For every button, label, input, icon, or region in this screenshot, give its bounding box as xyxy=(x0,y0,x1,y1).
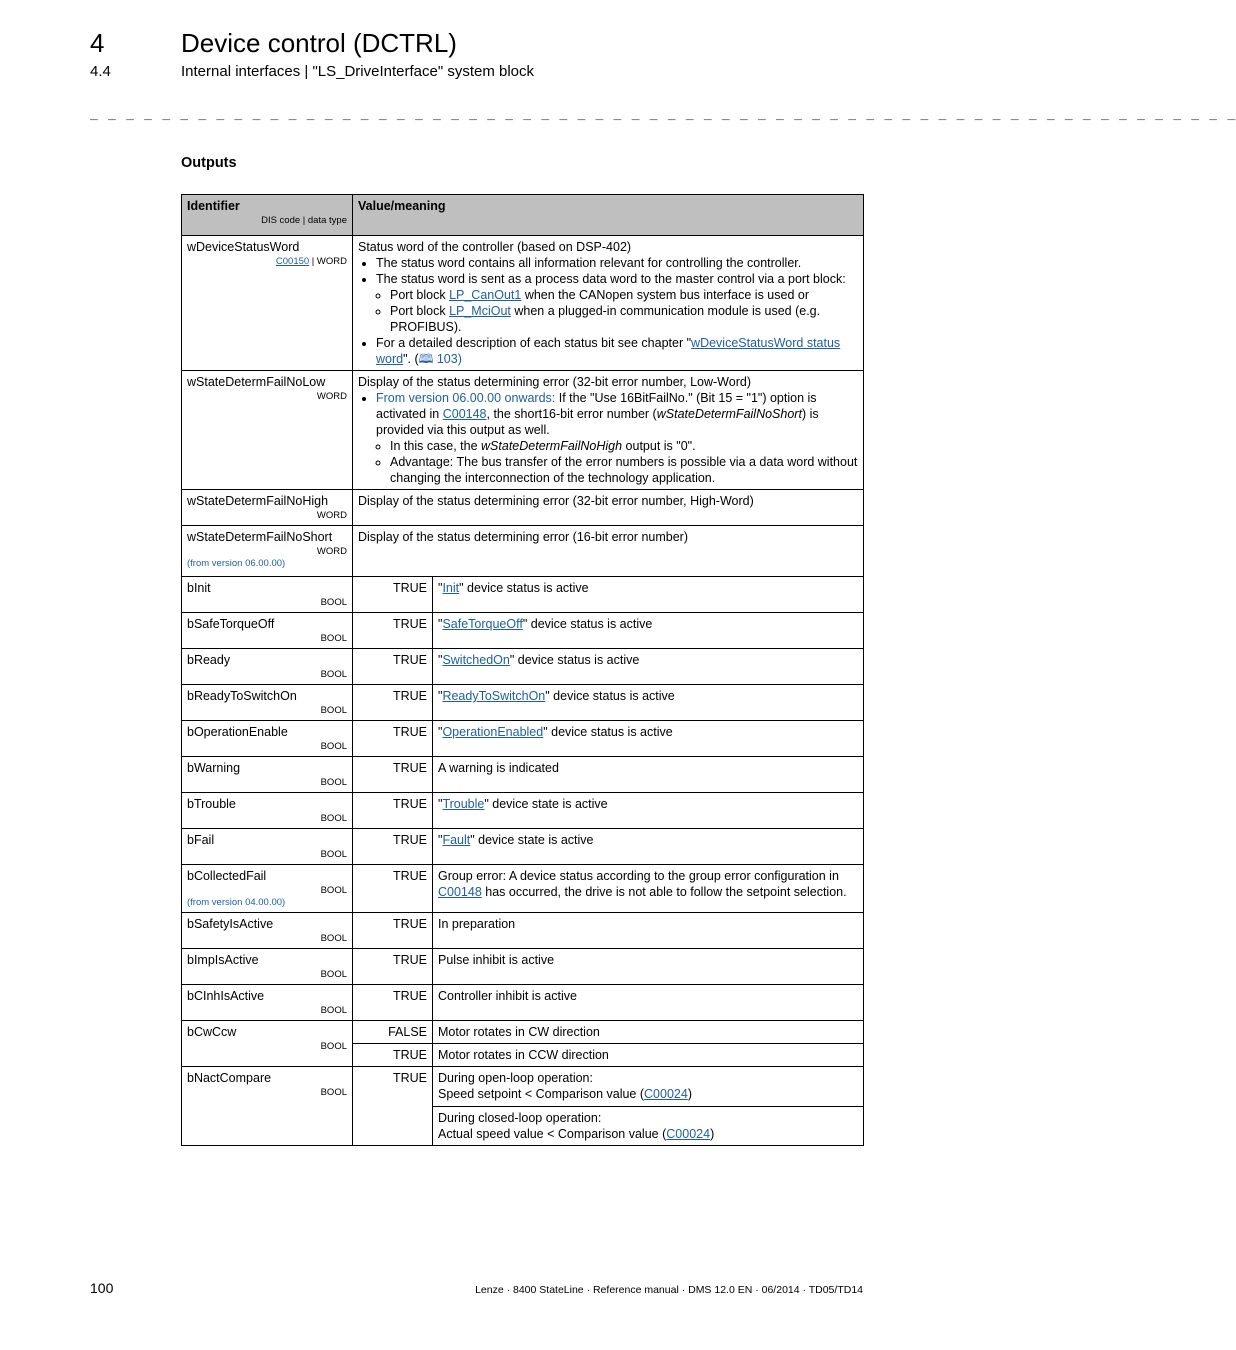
value-cell: TRUE xyxy=(353,721,433,757)
dis-code-type xyxy=(187,256,347,268)
meaning-cell xyxy=(433,1067,864,1107)
status-link[interactable]: Fault xyxy=(442,833,471,847)
table-row xyxy=(182,1021,864,1044)
bullet-text: when a plugged-in communication module is used (e.g. PROFIBUS). xyxy=(390,304,821,334)
meaning-cell: Display of the status determining error (16-bit error number) xyxy=(353,526,864,577)
meaning-intro: Status word of the controller (based on DSP-402) xyxy=(358,240,632,254)
value-cell: TRUE xyxy=(353,949,433,985)
meaning-cell xyxy=(433,865,864,913)
table-row xyxy=(182,371,864,490)
identifier-header xyxy=(182,195,353,236)
italic-identifier: wStateDetermFailNoShort xyxy=(656,407,802,421)
identifier-name: bSafeTorqueOff xyxy=(187,617,275,631)
meaning-cell xyxy=(353,236,864,371)
section-number: 4.4 xyxy=(90,63,111,80)
data-type: BOOL xyxy=(320,849,347,860)
meaning-text: " device status is active xyxy=(522,617,653,631)
identifier-cell xyxy=(182,949,353,985)
bullet-text: The status word is sent as a process data word to the master control via a port block: xyxy=(376,272,846,286)
meaning-text: " xyxy=(438,581,443,595)
identifier-cell xyxy=(182,829,353,865)
table-row xyxy=(182,949,864,985)
bullet-list xyxy=(358,390,858,486)
identifier-cell xyxy=(182,865,353,913)
value-cell: TRUE xyxy=(353,1044,433,1067)
data-type: BOOL xyxy=(320,1041,347,1052)
bullet-text: ) is provided via this output as well. xyxy=(376,407,819,437)
section-title: Internal interfaces | "LS_DriveInterface" system block xyxy=(181,63,535,80)
table-row xyxy=(182,913,864,949)
status-link[interactable]: ReadyToSwitchOn xyxy=(442,689,546,703)
data-type: BOOL xyxy=(320,813,347,824)
meaning-cell xyxy=(433,1106,864,1146)
outputs-table xyxy=(181,194,864,1146)
italic-identifier: wStateDetermFailNoHigh xyxy=(481,439,623,453)
status-link[interactable]: Init xyxy=(442,581,460,595)
data-type: WORD xyxy=(316,546,347,557)
bullet-text: ". ( xyxy=(403,352,419,366)
identifier-name: bTrouble xyxy=(187,797,236,811)
identifier-name: bNactCompare xyxy=(187,1071,272,1085)
status-link[interactable]: OperationEnabled xyxy=(442,725,544,739)
identifier-name: wStateDetermFailNoLow xyxy=(187,375,326,389)
identifier-cell xyxy=(182,371,353,490)
bullet-text: output is "0". xyxy=(622,439,696,453)
meaning-text: Speed setpoint < Comparison value ( xyxy=(438,1087,645,1101)
status-link[interactable]: SafeTorqueOff xyxy=(442,617,523,631)
dis-code-header: DIS code | data type xyxy=(261,215,347,226)
bullet-text: Port block xyxy=(390,304,450,318)
meaning-text: " xyxy=(438,833,443,847)
list-item xyxy=(376,335,858,367)
value-cell: TRUE xyxy=(353,613,433,649)
c00024-link[interactable]: C00024 xyxy=(666,1126,711,1141)
section-heading: Outputs xyxy=(181,155,237,171)
identifier-cell xyxy=(182,613,353,649)
data-type: WORD xyxy=(316,391,347,402)
meaning-text: " device state is active xyxy=(470,833,594,847)
identifier-cell xyxy=(182,577,353,613)
meaning-cell xyxy=(433,829,864,865)
data-type: BOOL xyxy=(320,741,347,752)
meaning-text: During open-loop operation: xyxy=(438,1071,593,1085)
meaning-text: " device status is active xyxy=(459,581,589,595)
table-row xyxy=(182,829,864,865)
status-link[interactable]: Trouble xyxy=(442,797,485,811)
footer-text: Lenze · 8400 StateLine · Reference manual · DMS 12.0 EN · 06/2014 · TD05/TD14 xyxy=(475,1284,863,1296)
table-row xyxy=(182,526,864,577)
meaning-line xyxy=(438,1086,858,1102)
table-header-row xyxy=(182,195,864,236)
identifier-cell xyxy=(182,985,353,1021)
version-note: (from version 06.00.00) xyxy=(187,558,286,569)
table-row xyxy=(182,490,864,526)
table-row xyxy=(182,649,864,685)
meaning-cell: Controller inhibit is active xyxy=(433,985,864,1021)
bullet-text: , the short16-bit error number ( xyxy=(486,407,657,421)
meaning-cell: Motor rotates in CW direction xyxy=(433,1021,864,1044)
chapter-title: Device control (DCTRL) xyxy=(181,28,457,58)
value-cell: FALSE xyxy=(353,1021,433,1044)
data-type: | WORD xyxy=(309,256,347,267)
c00024-link[interactable]: C00024 xyxy=(644,1087,688,1101)
identifier-header-label: Identifier xyxy=(187,199,240,213)
meaning-text: " xyxy=(438,653,443,667)
identifier-name: bCollectedFail xyxy=(187,869,267,883)
header-separator: _ _ _ _ _ _ _ _ _ _ _ _ _ _ _ _ _ _ _ _ _ _ _ _ _ _ _ _ _ _ _ _ _ _ _ _ _ _ _ _ _ _ _ _ _ _ _ _ _ _ _ _ _ _ _ _ _ _ _ _ _ _ _ _ xyxy=(90,106,1236,121)
identifier-name: bWarning xyxy=(187,761,241,775)
chapter-number: 4 xyxy=(90,28,105,58)
list-item xyxy=(390,438,858,454)
bullet-text: when the CANopen system bus interface is used or xyxy=(521,288,809,302)
data-type: BOOL xyxy=(320,705,347,716)
table-row xyxy=(182,793,864,829)
list-item xyxy=(376,271,858,335)
identifier-cell xyxy=(182,685,353,721)
meaning-cell xyxy=(353,371,864,490)
identifier-name: wStateDetermFailNoHigh xyxy=(187,494,329,508)
identifier-name: bFail xyxy=(187,833,215,847)
identifier-cell xyxy=(182,793,353,829)
meaning-text: " device status is active xyxy=(509,653,640,667)
data-type: BOOL xyxy=(320,669,347,680)
meaning-line xyxy=(438,1126,858,1142)
meaning-cell xyxy=(433,721,864,757)
c00148-link[interactable]: C00148 xyxy=(442,407,487,421)
value-cell: TRUE xyxy=(353,685,433,721)
value-cell: TRUE xyxy=(353,829,433,865)
table-row xyxy=(182,865,864,913)
lp-canout1-link[interactable]: LP_CanOut1 xyxy=(449,288,522,302)
data-type: BOOL xyxy=(320,969,347,980)
bullet-text: Port block xyxy=(390,288,450,302)
identifier-cell xyxy=(182,649,353,685)
list-item xyxy=(390,287,858,303)
identifier-name: bSafetyIsActive xyxy=(187,917,274,931)
table-row xyxy=(182,577,864,613)
table-row xyxy=(182,236,864,371)
identifier-name: bOperationEnable xyxy=(187,725,288,739)
identifier-name: bCInhIsActive xyxy=(187,989,265,1003)
status-link[interactable]: SwitchedOn xyxy=(442,653,510,667)
identifier-cell xyxy=(182,490,353,526)
sub-bullet-list xyxy=(376,438,858,486)
data-type: BOOL xyxy=(320,777,347,788)
identifier-name: bReady xyxy=(187,653,231,667)
value-cell: TRUE xyxy=(353,649,433,685)
value-cell: TRUE xyxy=(353,757,433,793)
meaning-text: Actual speed value < Comparison value ( xyxy=(438,1126,667,1141)
value-cell: TRUE xyxy=(353,913,433,949)
value-cell: TRUE xyxy=(353,985,433,1021)
page-reference-link[interactable]: 🕮 103) xyxy=(418,352,462,366)
meaning-text: " xyxy=(438,689,443,703)
value-cell: TRUE xyxy=(353,1067,433,1146)
meaning-text: " device status is active xyxy=(543,725,673,739)
c00148-link[interactable]: C00148 xyxy=(438,885,482,899)
sub-bullet-list xyxy=(376,287,858,335)
identifier-cell xyxy=(182,913,353,949)
meaning-cell: Display of the status determining error (32-bit error number, High-Word) xyxy=(353,490,864,526)
meaning-text: Group error: A device status according to the group error configuration in xyxy=(438,869,839,883)
data-type: BOOL xyxy=(320,885,347,896)
value-cell: TRUE xyxy=(353,577,433,613)
bullet-text: For a detailed description of each status bit see chapter " xyxy=(376,336,692,350)
code-link[interactable]: C00150 xyxy=(275,256,310,267)
version-note: (from version 04.00.00) xyxy=(187,897,286,908)
data-type: BOOL xyxy=(320,1087,347,1098)
meaning-text: has occurred, the drive is not able to follow the setpoint selection. xyxy=(481,885,847,899)
identifier-name: bInit xyxy=(187,581,211,595)
meaning-cell xyxy=(433,685,864,721)
identifier-name: wStateDetermFailNoShort xyxy=(187,530,333,544)
identifier-cell xyxy=(182,721,353,757)
page-number: 100 xyxy=(90,1280,114,1296)
identifier-name: bCwCcw xyxy=(187,1025,237,1039)
table-row xyxy=(182,721,864,757)
lp-mciout-link[interactable]: LP_MciOut xyxy=(449,304,511,318)
data-type: BOOL xyxy=(320,633,347,644)
data-type: BOOL xyxy=(320,1005,347,1016)
identifier-cell xyxy=(182,757,353,793)
data-type: WORD xyxy=(316,510,347,521)
bullet-list xyxy=(358,255,858,367)
meaning-text: ) xyxy=(687,1087,692,1101)
value-cell: TRUE xyxy=(353,793,433,829)
identifier-name: wDeviceStatusWord xyxy=(187,240,300,254)
meaning-cell xyxy=(433,649,864,685)
meaning-cell xyxy=(433,613,864,649)
list-item xyxy=(376,390,858,486)
meaning-text: ) xyxy=(710,1126,715,1141)
data-type: BOOL xyxy=(320,597,347,608)
data-type: BOOL xyxy=(320,933,347,944)
meaning-cell: Motor rotates in CCW direction xyxy=(433,1044,864,1067)
meaning-text: " xyxy=(438,725,443,739)
value-cell: TRUE xyxy=(353,865,433,913)
table-row xyxy=(182,685,864,721)
table-row xyxy=(182,613,864,649)
meaning-text: " device status is active xyxy=(545,689,675,703)
identifier-name: bReadyToSwitchOn xyxy=(187,689,297,703)
chapter-link[interactable]: wDeviceStatusWord status word xyxy=(376,336,841,366)
meaning-cell xyxy=(433,577,864,613)
list-item xyxy=(390,303,858,335)
list-item: • The status word contains all information relevant for controlling the controller. xyxy=(376,255,858,271)
meaning-cell: A warning is indicated xyxy=(433,757,864,793)
meaning-cell: In preparation xyxy=(433,913,864,949)
bullet-text: If the "Use 16BitFailNo." (Bit 15 = "1") option is activated in xyxy=(376,391,817,421)
meaning-intro: Display of the status determining error (32-bit error number, Low-Word) xyxy=(358,375,751,389)
bullet-text: In this case, the xyxy=(390,439,482,453)
version-note: From version 06.00.00 onwards: xyxy=(376,391,556,405)
meaning-cell: Pulse inhibit is active xyxy=(433,949,864,985)
table-row xyxy=(182,985,864,1021)
meaning-text: " xyxy=(438,797,443,811)
meaning-text: " device state is active xyxy=(484,797,608,811)
identifier-cell xyxy=(182,1067,353,1146)
table-row xyxy=(182,757,864,793)
meaning-cell xyxy=(433,793,864,829)
list-item: ◦ Advantage: The bus transfer of the error numbers is possible via a data word without changing the interconnection of the technology application. xyxy=(390,454,858,486)
identifier-name: bImpIsActive xyxy=(187,953,259,967)
meaning-text: " xyxy=(438,617,443,631)
meaning-text: During closed-loop operation: xyxy=(438,1110,602,1125)
identifier-cell xyxy=(182,526,353,577)
table-row xyxy=(182,1067,864,1107)
identifier-cell xyxy=(182,1021,353,1067)
identifier-cell xyxy=(182,236,353,371)
value-meaning-header: Value/meaning xyxy=(353,195,864,236)
